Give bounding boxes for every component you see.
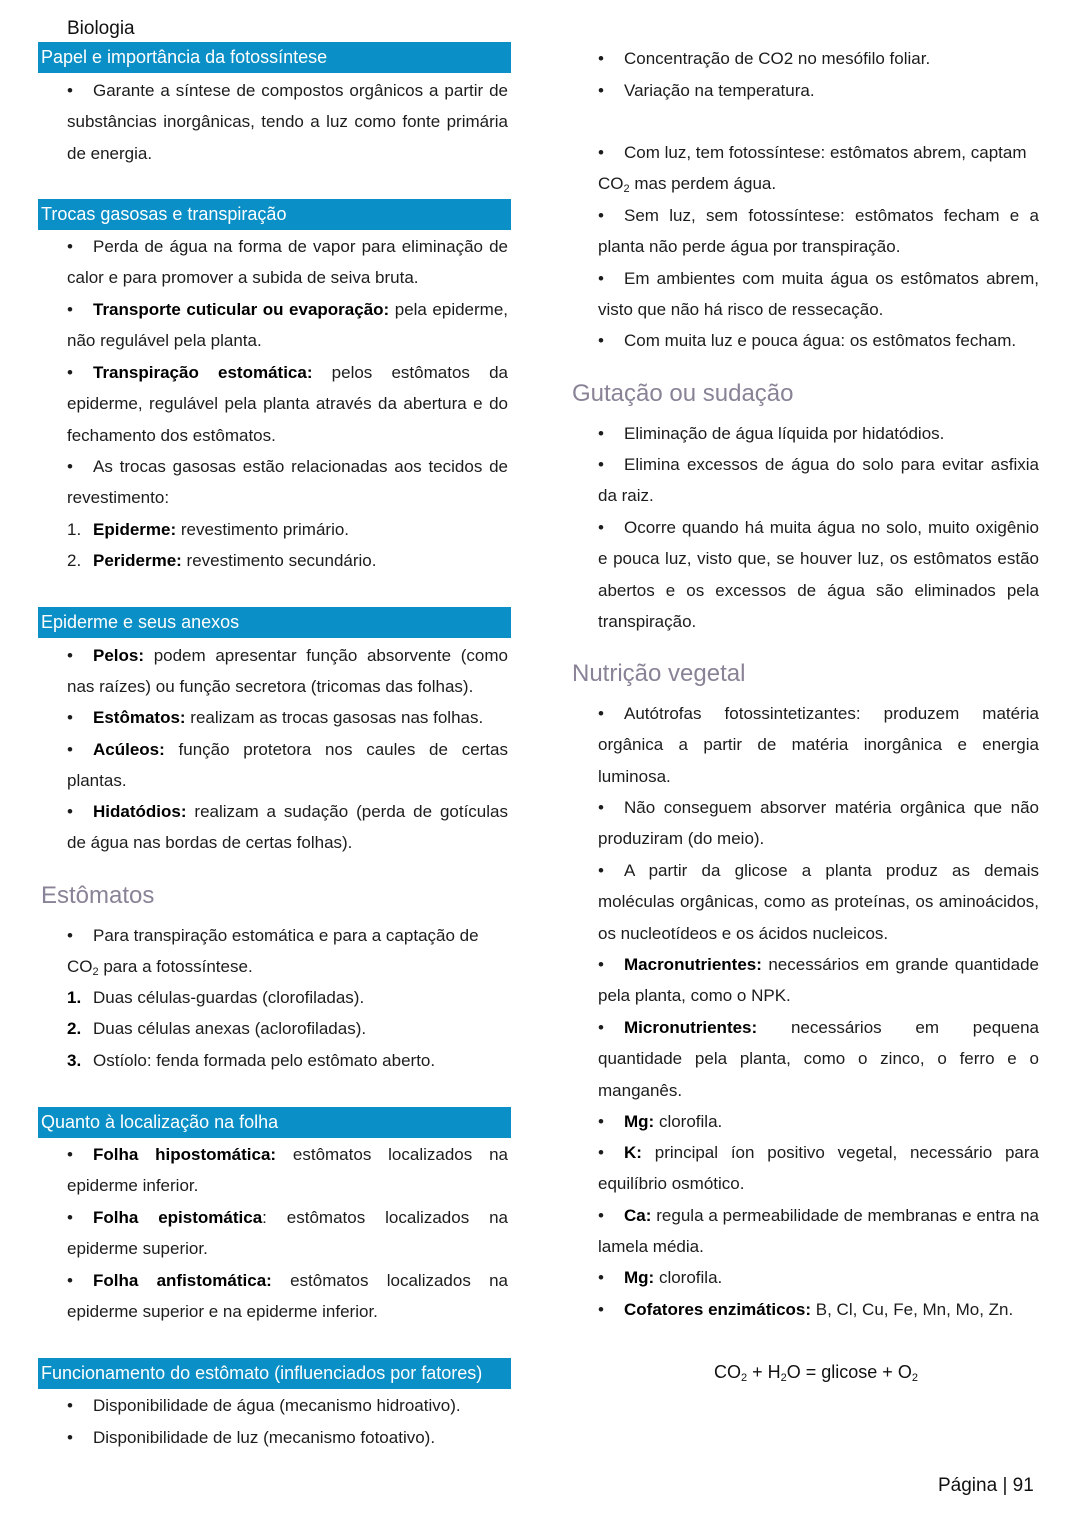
- list-item: • Disponibilidade de luz (mecanismo fotoativo).: [67, 1428, 436, 1447]
- list-item: • Perda de água na forma de vapor para eliminação de calor e para promover a subida de seiva bruta.: [67, 237, 508, 288]
- list-item: • Sem luz, sem fotossíntese: estômatos fecham e a planta não perde água por transpiração.: [598, 206, 1039, 257]
- list-item: • Ocorre quando há muita água no solo, muito oxigênio e pouca luz, visto que, se houver luz, os estômatos estão abertos e os excessos de água são eliminados pela transpiração.: [598, 518, 1039, 632]
- list-item: • A partir da glicose a planta produz as demais moléculas orgânicas, como as proteínas, os aminoácidos, os nucleotídeos e os ácidos nucleicos.: [598, 861, 1039, 943]
- list-item: • As trocas gasosas estão relacionadas aos tecidos de revestimento:: [67, 457, 508, 508]
- numbered-item: 1. Duas células-guardas (clorofiladas).: [67, 988, 365, 1007]
- list-item: • Folha epistomática: estômatos localizados na epiderme superior.: [67, 1208, 508, 1259]
- list-item: • Pelos: podem apresentar função absorvente (como nas raízes) ou função secretora (tricomas das folhas).: [67, 646, 508, 697]
- page-header: Biologia: [67, 18, 135, 39]
- photosynthesis-equation: $CO_2 + H_2O = glicose + O_2$: [714, 1362, 918, 1384]
- list-item: • Com luz, tem fotossíntese: estômatos abrem, captam $CO_2$ mas perdem água.: [598, 143, 1027, 196]
- list-item: • Para transpiração estomática e para a captação de $CO_2$ para a fotossíntese.: [67, 926, 479, 979]
- heading-nutricao: Nutrição vegetal: [572, 660, 746, 687]
- list-item: • Não conseguem absorver matéria orgânica que não produziram (do meio).: [598, 798, 1039, 849]
- list-item: • Micronutrientes: necessários em pequena quantidade pela planta, como o zinco, o ferro e o manganês.: [598, 1018, 1039, 1100]
- list-item: • Transporte cuticular ou evaporação: pela epiderme, não regulável pela planta.: [67, 300, 509, 351]
- numbered-item: 2. Duas células anexas (aclorofiladas).: [67, 1019, 367, 1038]
- list-item: • Com muita luz e pouca água: os estômatos fecham.: [598, 331, 1017, 350]
- numbered-item: 3. Ostíolo: fenda formada pelo estômato aberto.: [67, 1051, 436, 1070]
- list-item: • Mg: clorofila.: [598, 1112, 723, 1131]
- numbered-item: 1. Epiderme: revestimento primário.: [67, 520, 350, 539]
- section-bar-fotossintese: Papel e importância da fotossíntese: [38, 42, 511, 73]
- list-item: • Transpiração estomática: pelos estômatos da epiderme, regulável pela planta através da abertura e do fechamento dos estômatos.: [67, 363, 508, 445]
- list-item: • Autótrofas fotossintetizantes: produzem matéria orgânica a partir de matéria inorgânica e energia luminosa.: [598, 704, 1039, 786]
- heading-estomatos: Estômatos: [41, 882, 155, 909]
- list-item: • Em ambientes com muita água os estômatos abrem, visto que não há risco de ressecação.: [598, 269, 1039, 320]
- list-item: • Garante a síntese de compostos orgânicos a partir de substâncias inorgânicas, tendo a luz como fonte primária de energia.: [67, 81, 508, 163]
- section-bar-funcionamento: Funcionamento do estômato (influenciados por fatores): [38, 1358, 511, 1389]
- list-item: • Variação na temperatura.: [598, 81, 815, 100]
- list-item: • Ca: regula a permeabilidade de membranas e entra na lamela média.: [598, 1206, 1039, 1257]
- list-item: • Cofatores enzimáticos: B, Cl, Cu, Fe, Mn, Mo, Zn.: [598, 1300, 1014, 1319]
- list-item: • Folha anfistomática: estômatos localizados na epiderme superior e na epiderme inferior.: [67, 1271, 508, 1322]
- heading-gutacao: Gutação ou sudação: [572, 380, 794, 407]
- list-item: • Macronutrientes: necessários em grande quantidade pela planta, como o NPK.: [598, 955, 1039, 1006]
- list-item: • Mg: clorofila.: [598, 1268, 723, 1287]
- list-item: • K: principal íon positivo vegetal, necessário para equilíbrio osmótico.: [598, 1143, 1039, 1194]
- list-item: • Eliminação de água líquida por hidatódios.: [598, 424, 945, 443]
- list-item: • Acúleos: função protetora nos caules de certas plantas.: [67, 740, 508, 791]
- list-item: • Hidatódios: realizam a sudação (perda de gotículas de água nas bordas de certas folhas).: [67, 802, 508, 853]
- list-item: • Folha hipostomática: estômatos localizados na epiderme inferior.: [67, 1145, 508, 1196]
- section-bar-trocas-gasosas: Trocas gasosas e transpiração: [38, 199, 511, 230]
- section-bar-localizacao: Quanto à localização na folha: [38, 1107, 511, 1138]
- list-item: • Elimina excessos de água do solo para evitar asfixia da raiz.: [598, 455, 1039, 506]
- numbered-item: 2. Periderme: revestimento secundário.: [67, 551, 377, 570]
- page-number: Página | 91: [938, 1475, 1034, 1496]
- list-item: • Disponibilidade de água (mecanismo hidroativo).: [67, 1396, 461, 1415]
- list-item: • Concentração de CO2 no mesófilo foliar.: [598, 49, 931, 68]
- list-item: • Estômatos: realizam as trocas gasosas nas folhas.: [67, 708, 484, 727]
- section-bar-epiderme: Epiderme e seus anexos: [38, 607, 511, 638]
